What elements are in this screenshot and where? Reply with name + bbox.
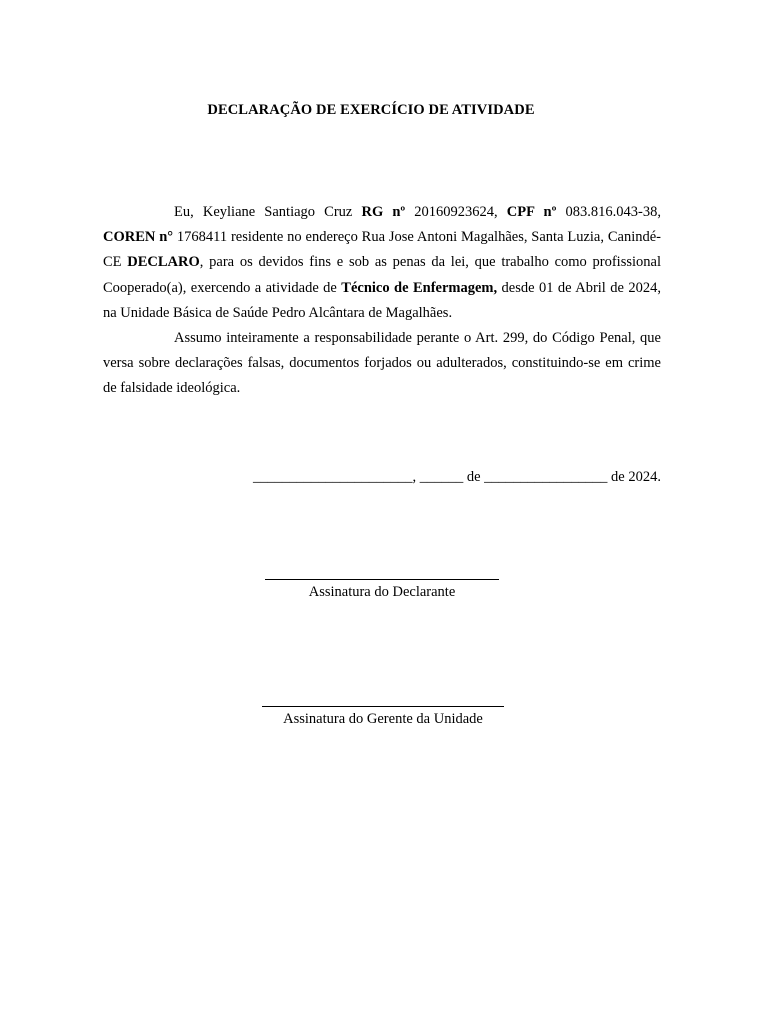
signature-declarant bbox=[262, 565, 502, 601]
text-segment: Eu, Keyliane Santiago Cruz bbox=[174, 204, 362, 220]
text-segment: desde 01 de Abril de 2024, na Unidade Básica de Saúde Pedro Alcântara de Magalhães. bbox=[103, 279, 661, 321]
signature-manager bbox=[258, 693, 508, 728]
rg-label: RG nº bbox=[361, 204, 406, 220]
declaration-paragraph bbox=[103, 200, 661, 326]
signature-declarant-label: Assinatura do Declarante bbox=[308, 584, 456, 600]
text-segment: 20160923624, bbox=[405, 204, 507, 220]
responsibility-paragraph: Assumo inteiramente a responsabilidade perante o Art. 299, do Código Penal, que versa sobre declarações falsas, documentos forjados ou adulterados, constituindo-se em crime de falsidade ideológica. bbox=[103, 330, 661, 397]
declaration-body bbox=[103, 200, 661, 402]
signature-manager-label: Assinatura do Gerente da Unidade bbox=[283, 711, 483, 727]
role-label: Técnico de Enfermagem, bbox=[341, 279, 498, 296]
text-segment: , para os devidos fins e sob as penas da lei, que trabalho como profissional Cooperado(a), exercendo a atividade de bbox=[103, 254, 661, 296]
cpf-label: CPF nº bbox=[506, 204, 557, 220]
signature-line bbox=[262, 693, 504, 707]
date-line: ______________________, ______ de _________________ de 2024. bbox=[253, 469, 661, 485]
declaro-label: DECLARO bbox=[127, 254, 200, 271]
document-title: DECLARAÇÃO DE EXERCÍCIO DE ATIVIDADE bbox=[207, 102, 535, 118]
text-segment: 1768411 residente no endereço Rua Jose Antoni Magalhães, Santa Luzia, Canindé-CE bbox=[103, 229, 661, 271]
text-segment: 083.816.043-38, bbox=[556, 204, 661, 220]
coren-label: COREN n° bbox=[103, 229, 174, 246]
signature-line bbox=[265, 565, 499, 580]
